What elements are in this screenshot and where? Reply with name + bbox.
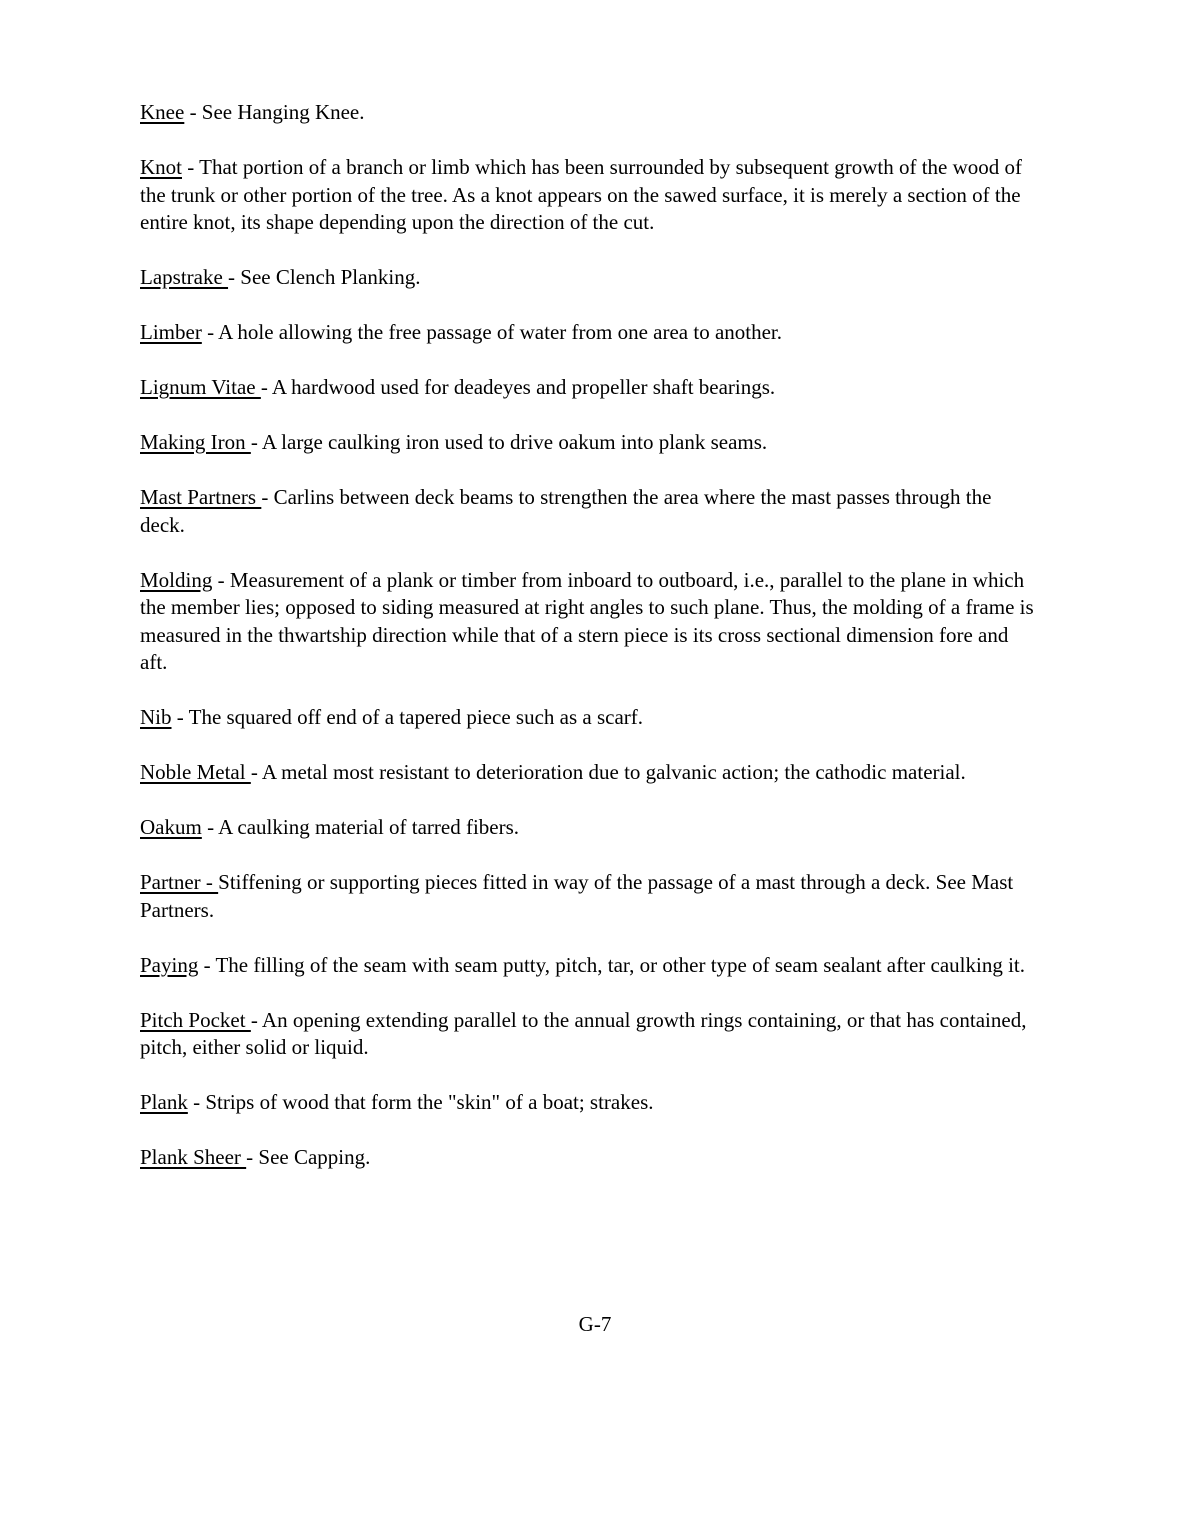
glossary-definition: - A large caulking iron used to drive oakum into plank seams. xyxy=(250,430,768,454)
glossary-definition: - A hardwood used for deadeyes and propeller shaft bearings. xyxy=(260,375,776,399)
glossary-entry-lignum-vitae xyxy=(140,374,1040,402)
glossary-definition: - A hole allowing the free passage of water from one area to another. xyxy=(201,320,783,344)
glossary-definition: - Measurement of a plank or timber from inboard to outboard, i.e., parallel to the plane in which the member lies; opposed to siding measured at right angles to such plane. Thus, the molding of a frame is measured in the thwartship direction while that of a stern piece is its cross sectional dimension fore and aft. xyxy=(140,567,1034,674)
glossary-definition: - A metal most resistant to deterioration due to galvanic action; the cathodic material. xyxy=(250,760,966,784)
glossary-entry-noble-metal xyxy=(140,759,1040,787)
glossary-term: Oakum xyxy=(140,815,202,839)
glossary-term: Mast Partners xyxy=(140,485,262,509)
glossary-definition: - The filling of the seam with seam putty, pitch, tar, or other type of seam sealant after caulking it. xyxy=(198,952,1026,977)
glossary-entry-plank-sheer xyxy=(140,1144,1040,1172)
glossary-definition: - See Clench Planking. xyxy=(228,265,421,289)
glossary-list xyxy=(140,99,1040,1199)
glossary-definition: Stiffening or supporting pieces fitted in way of the passage of a mast through a deck. See Mast Partners. xyxy=(140,870,1014,922)
glossary-definition: - The squared off end of a tapered piece such as a scarf. xyxy=(171,705,644,729)
glossary-definition: - A caulking material of tarred fibers. xyxy=(201,815,520,839)
glossary-entry-making-iron xyxy=(140,429,1040,457)
glossary-entry-molding xyxy=(140,567,1040,677)
glossary-term: Molding xyxy=(140,567,213,592)
page-number: G-7 xyxy=(578,1312,612,1336)
glossary-term: Lignum Vitae xyxy=(140,375,261,399)
glossary-entry-plank xyxy=(140,1089,1040,1117)
glossary-term: Limber xyxy=(140,320,202,344)
glossary-definition: - Strips of wood that form the "skin" of a boat; strakes. xyxy=(187,1090,654,1114)
glossary-term: Paying xyxy=(140,952,199,977)
glossary-term: Knee xyxy=(140,100,185,124)
glossary-entry-partner xyxy=(140,869,1040,924)
glossary-definition: - See Hanging Knee. xyxy=(184,100,365,124)
glossary-definition: - See Capping. xyxy=(246,1145,371,1169)
glossary-term: Nib xyxy=(140,705,172,729)
glossary-term: Plank Sheer xyxy=(140,1145,247,1169)
glossary-entry-limber xyxy=(140,319,1040,347)
glossary-entry-oakum xyxy=(140,814,1040,842)
glossary-definition: - That portion of a branch or limb which has been surrounded by subsequent growth of the wood of the trunk or other portion of the tree. As a knot appears on the sawed surface, it is merely a section of the entire knot, its shape depending upon the direction of the cut. xyxy=(140,155,1023,234)
glossary-term: Knot xyxy=(140,155,182,179)
glossary-term: Noble Metal xyxy=(140,760,251,784)
glossary-entry-pitch-pocket xyxy=(140,1007,1040,1062)
glossary-entry-paying xyxy=(140,952,1040,980)
glossary-definition: - An opening extending parallel to the annual growth rings containing, or that has contained, pitch, either solid or liquid. xyxy=(140,1007,1027,1059)
glossary-entry-nib xyxy=(140,704,1040,732)
glossary-entry-knee xyxy=(140,99,1040,127)
glossary-entry-knot xyxy=(140,154,1040,237)
glossary-term: Making Iron xyxy=(140,430,251,454)
glossary-entry-lapstrake xyxy=(140,264,1040,292)
glossary-term: Partner - xyxy=(140,870,219,894)
glossary-definition: - Carlins between deck beams to strengthen the area where the mast passes through the deck. xyxy=(140,485,992,537)
glossary-entry-mast-partners xyxy=(140,484,1040,539)
glossary-term: Lapstrake xyxy=(140,265,229,289)
glossary-term: Plank xyxy=(140,1090,188,1114)
glossary-term: Pitch Pocket xyxy=(140,1007,251,1032)
